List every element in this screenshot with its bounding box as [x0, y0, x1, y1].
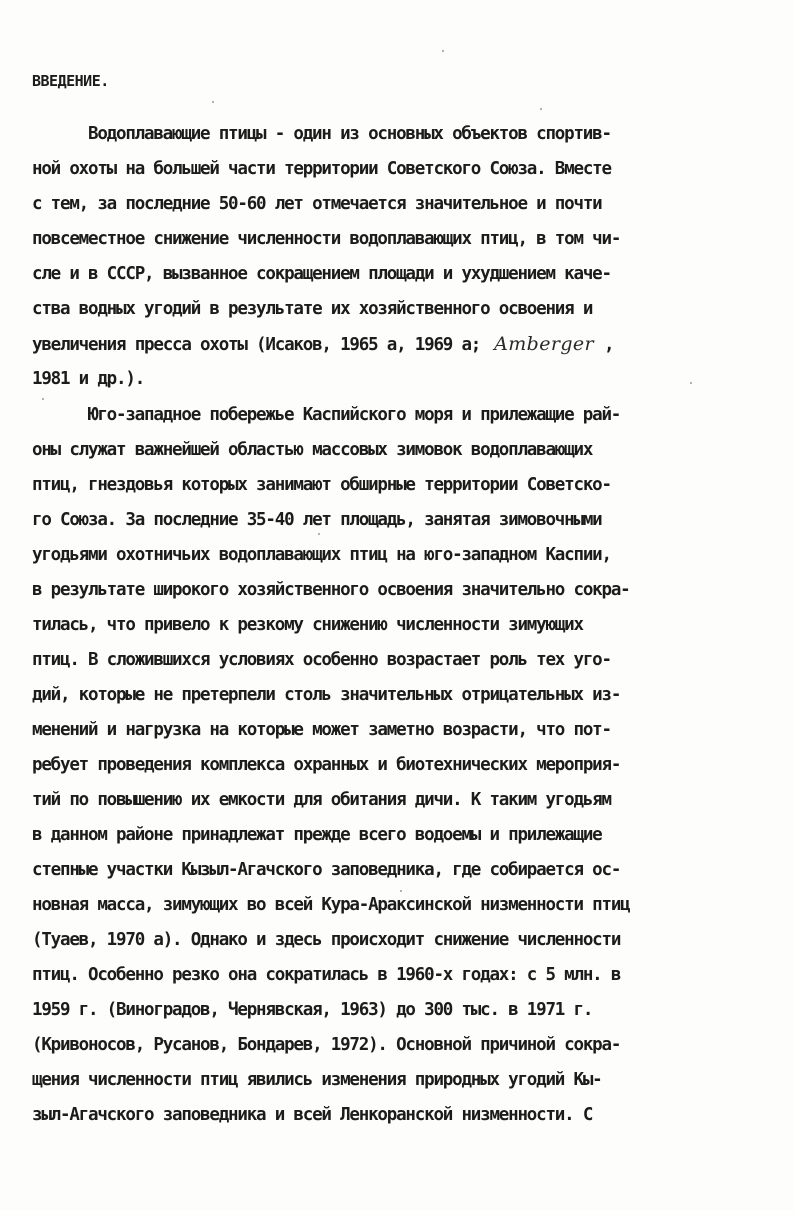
paragraph-1-line: ства водных угодий в результате их хозяйственного освоения и: [32, 299, 593, 319]
paragraph-1-line: Водоплавающие птицы - один из основных объектов спортив-: [88, 124, 611, 144]
paragraph-2-line: 1959 г. (Виноградов, Чернявская, 1963) до 300 тыс. в 1971 г.: [32, 1000, 593, 1020]
paragraph-2-line: птиц, гнездовья которых занимают обширные территории Советско-: [32, 475, 611, 495]
paragraph-2-line: степные участки Кызыл-Агачского заповедника, где собирается ос-: [32, 860, 621, 880]
paragraph-2-line: Юго-западное побережье Каспийского моря и прилежащие рай-: [88, 405, 621, 425]
paragraph-2-line: птиц. Особенно резко она сократилась в 1960-х годах: с 5 млн. в: [32, 965, 621, 985]
paragraph-1-line-with-handwriting: [32, 332, 613, 357]
paragraph-2-line: новная масса, зимующих во всей Кура-Араксинской низменности птиц: [32, 895, 630, 915]
paragraph-2-line: тий по повышению их емкости для обитания дичи. К таким угодьям: [32, 790, 611, 810]
scan-speck: [42, 398, 44, 400]
scan-speck: [400, 890, 402, 892]
paragraph-1-line: повсеместное снижение численности водоплавающих птиц, в том чи-: [32, 229, 621, 249]
scan-speck: [540, 108, 542, 110]
paragraph-2-line: оны служат важнейшей областью массовых зимовок водоплавающих: [32, 440, 593, 460]
paragraph-2-line: го Союза. За последние 35-40 лет площадь, занятая зимовочными: [32, 510, 602, 530]
paragraph-1-line: с тем, за последние 50-60 лет отмечается значительное и почти: [32, 194, 602, 214]
scan-speck: [318, 533, 320, 535]
paragraph-2-line: (Кривоносов, Русанов, Бондарев, 1972). Основной причиной сокра-: [32, 1035, 621, 1055]
paragraph-2-line: щения численности птиц явились изменения природных угодий Кы-: [32, 1070, 602, 1090]
paragraph-2-line: дий, которые не претерпели столь значительных отрицательных из-: [32, 685, 621, 705]
paragraph-1-line: ной охоты на большей части территории Советского Союза. Вместе: [32, 159, 611, 179]
scan-speck: [212, 101, 214, 103]
paragraph-2-line: (Туаев, 1970 а). Однако и здесь происходит снижение численности: [32, 930, 621, 950]
paragraph-1-line: 1981 и др.).: [32, 369, 145, 389]
scan-speck: [442, 50, 444, 52]
section-heading: ВВЕДЕНИЕ.: [32, 72, 109, 90]
paragraph-2-line: зыл-Агачского заповедника и всей Ленкоранской низменности. С: [32, 1105, 593, 1125]
paragraph-2-line: угодьями охотничьих водоплавающих птиц на юго-западном Каспии,: [32, 545, 611, 565]
paragraph-2-line: тилась, что привело к резкому снижению численности зимующих: [32, 615, 583, 635]
paragraph-1-line: сле и в СССР, вызванное сокращением площади и ухудшением каче-: [32, 264, 611, 284]
paragraph-2-line: птиц. В сложившихся условиях особенно возрастает роль тех уго-: [32, 650, 611, 670]
paragraph-2-line: в результате широкого хозяйственного освоения значительно сокра-: [32, 580, 630, 600]
scan-speck: [690, 382, 692, 384]
paragraph-2-line: ребует проведения комплекса охранных и биотехнических мероприя-: [32, 755, 621, 775]
handwritten-author-name: Amberger: [494, 333, 595, 355]
paragraph-2-line: в данном районе принадлежат прежде всего водоемы и прилежащие: [32, 825, 602, 845]
paragraph-2-line: менений и нагрузка на которые может заметно возрасти, что пот-: [32, 720, 611, 740]
paragraph-1-line-punct: ,: [604, 335, 614, 355]
paragraph-1-line-text: увеличения пресса охоты (Исаков, 1965 а, 1969 а;: [32, 335, 481, 355]
